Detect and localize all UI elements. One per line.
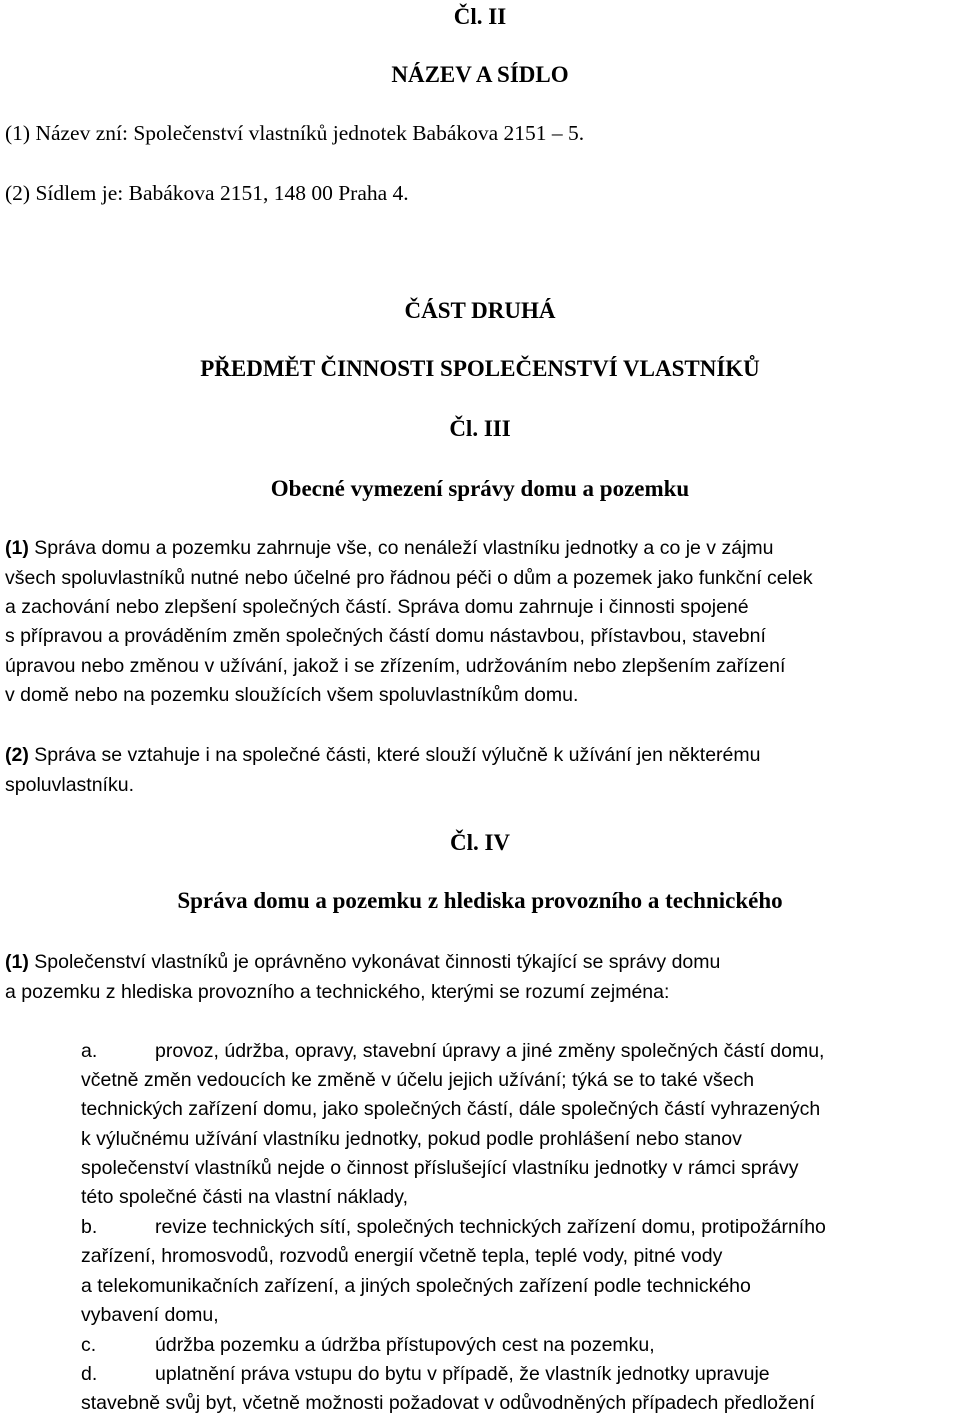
article-4-paragraph-1-line: a pozemku z hlediska provozního a technického, kterými se rozumí zejména: bbox=[5, 981, 670, 1003]
list-item-letter: b. bbox=[81, 1216, 98, 1238]
list-item-line: této společné části na vlastní náklady, bbox=[81, 1186, 408, 1208]
list-item-line: technických zařízení domu, jako společných částí, dále společných částí vyhrazených bbox=[81, 1098, 821, 1120]
article-3-paragraph-1-line bbox=[5, 533, 774, 563]
article-3-title: Obecné vymezení správy domu a pozemku bbox=[270, 476, 690, 501]
article-3-paragraph-1-line: úpravou nebo změnou v užívání, jakož i se zřízením, udržováním nebo zlepšením zařízení bbox=[5, 655, 786, 677]
paragraph-text: Společenství vlastníků je oprávněno vykonávat činnosti týkající se správy domu bbox=[28, 951, 721, 973]
article-2-title: NÁZEV A SÍDLO bbox=[391, 62, 569, 87]
list-item-line: a telekomunikačních zařízení, a jiných společných zařízení podle technického bbox=[81, 1275, 751, 1297]
article-2-paragraph-2: (2) Sídlem je: Babákova 2151, 148 00 Praha 4. bbox=[5, 181, 409, 205]
paragraph-text: Správa se vztahuje i na společné části, které slouží výlučně k užívání jen některému bbox=[28, 744, 761, 766]
article-4-heading: Čl. IV bbox=[449, 830, 511, 855]
article-3-paragraph-2-line bbox=[5, 740, 760, 770]
list-item-letter: d. bbox=[81, 1363, 98, 1385]
paragraph-number: (2) bbox=[5, 744, 29, 766]
article-3-paragraph-1-line: s přípravou a prováděním změn společných částí domu nástavbou, přístavbou, stavební bbox=[5, 625, 766, 647]
part-2-heading: ČÁST DRUHÁ bbox=[404, 298, 556, 323]
article-3-paragraph-1-line: v domě nebo na pozemku sloužících všem spoluvlastníkům domu. bbox=[5, 684, 579, 706]
article-2-paragraph-1: (1) Název zní: Společenství vlastníků jednotek Babákova 2151 – 5. bbox=[5, 121, 585, 145]
list-item-line: včetně změn vedoucích ke změně v účelu jejich užívání; týká se to také všech bbox=[81, 1069, 755, 1091]
article-4-title: Správa domu a pozemku z hlediska provozního a technického bbox=[177, 888, 783, 913]
list-item-line: zařízení, hromosvodů, rozvodů energií včetně tepla, teplé vody, pitné vody bbox=[81, 1245, 723, 1267]
list-item-line: vybavení domu, bbox=[81, 1304, 219, 1326]
article-2-heading: Čl. II bbox=[453, 4, 507, 29]
list-item-line: revize technických sítí, společných technických zařízení domu, protipožárního bbox=[155, 1216, 826, 1238]
article-3-paragraph-1-line: všech spoluvlastníků nutné nebo účelné pro řádnou péči o dům a pozemek jako funkční celek bbox=[5, 567, 813, 589]
list-item-letter: a. bbox=[81, 1040, 98, 1062]
article-4-paragraph-1-line bbox=[5, 947, 720, 977]
paragraph-text: Správa domu a pozemku zahrnuje vše, co nenáleží vlastníku jednotky a co je v zájmu bbox=[28, 537, 774, 559]
list-item-line: údržba pozemku a údržba přístupových cest na pozemku, bbox=[155, 1334, 655, 1356]
paragraph-number: (1) bbox=[5, 951, 29, 973]
list-item-line: provoz, údržba, opravy, stavební úpravy a jiné změny společných částí domu, bbox=[155, 1040, 825, 1062]
paragraph-number: (1) bbox=[5, 537, 29, 559]
list-item-line: k výlučnému užívání vlastníku jednotky, pokud podle prohlášení nebo stanov bbox=[81, 1128, 742, 1150]
article-3-paragraph-1-line: a zachování nebo zlepšení společných částí. Správa domu zahrnuje i činnosti spojené bbox=[5, 596, 749, 618]
list-item-line: stavebně svůj byt, včetně možnosti požadovat v odůvodněných případech předložení bbox=[81, 1392, 815, 1414]
article-3-heading: Čl. III bbox=[449, 416, 511, 441]
part-2-title: PŘEDMĚT ČINNOSTI SPOLEČENSTVÍ VLASTNÍKŮ bbox=[200, 356, 760, 381]
list-item-letter: c. bbox=[81, 1334, 97, 1356]
list-item-line: uplatnění práva vstupu do bytu v případě, že vlastník jednotky upravuje bbox=[155, 1363, 770, 1385]
article-3-paragraph-2-line: spoluvlastníku. bbox=[5, 774, 134, 796]
list-item-line: společenství vlastníků nejde o činnost příslušející vlastníku jednotky v rámci správy bbox=[81, 1157, 799, 1179]
